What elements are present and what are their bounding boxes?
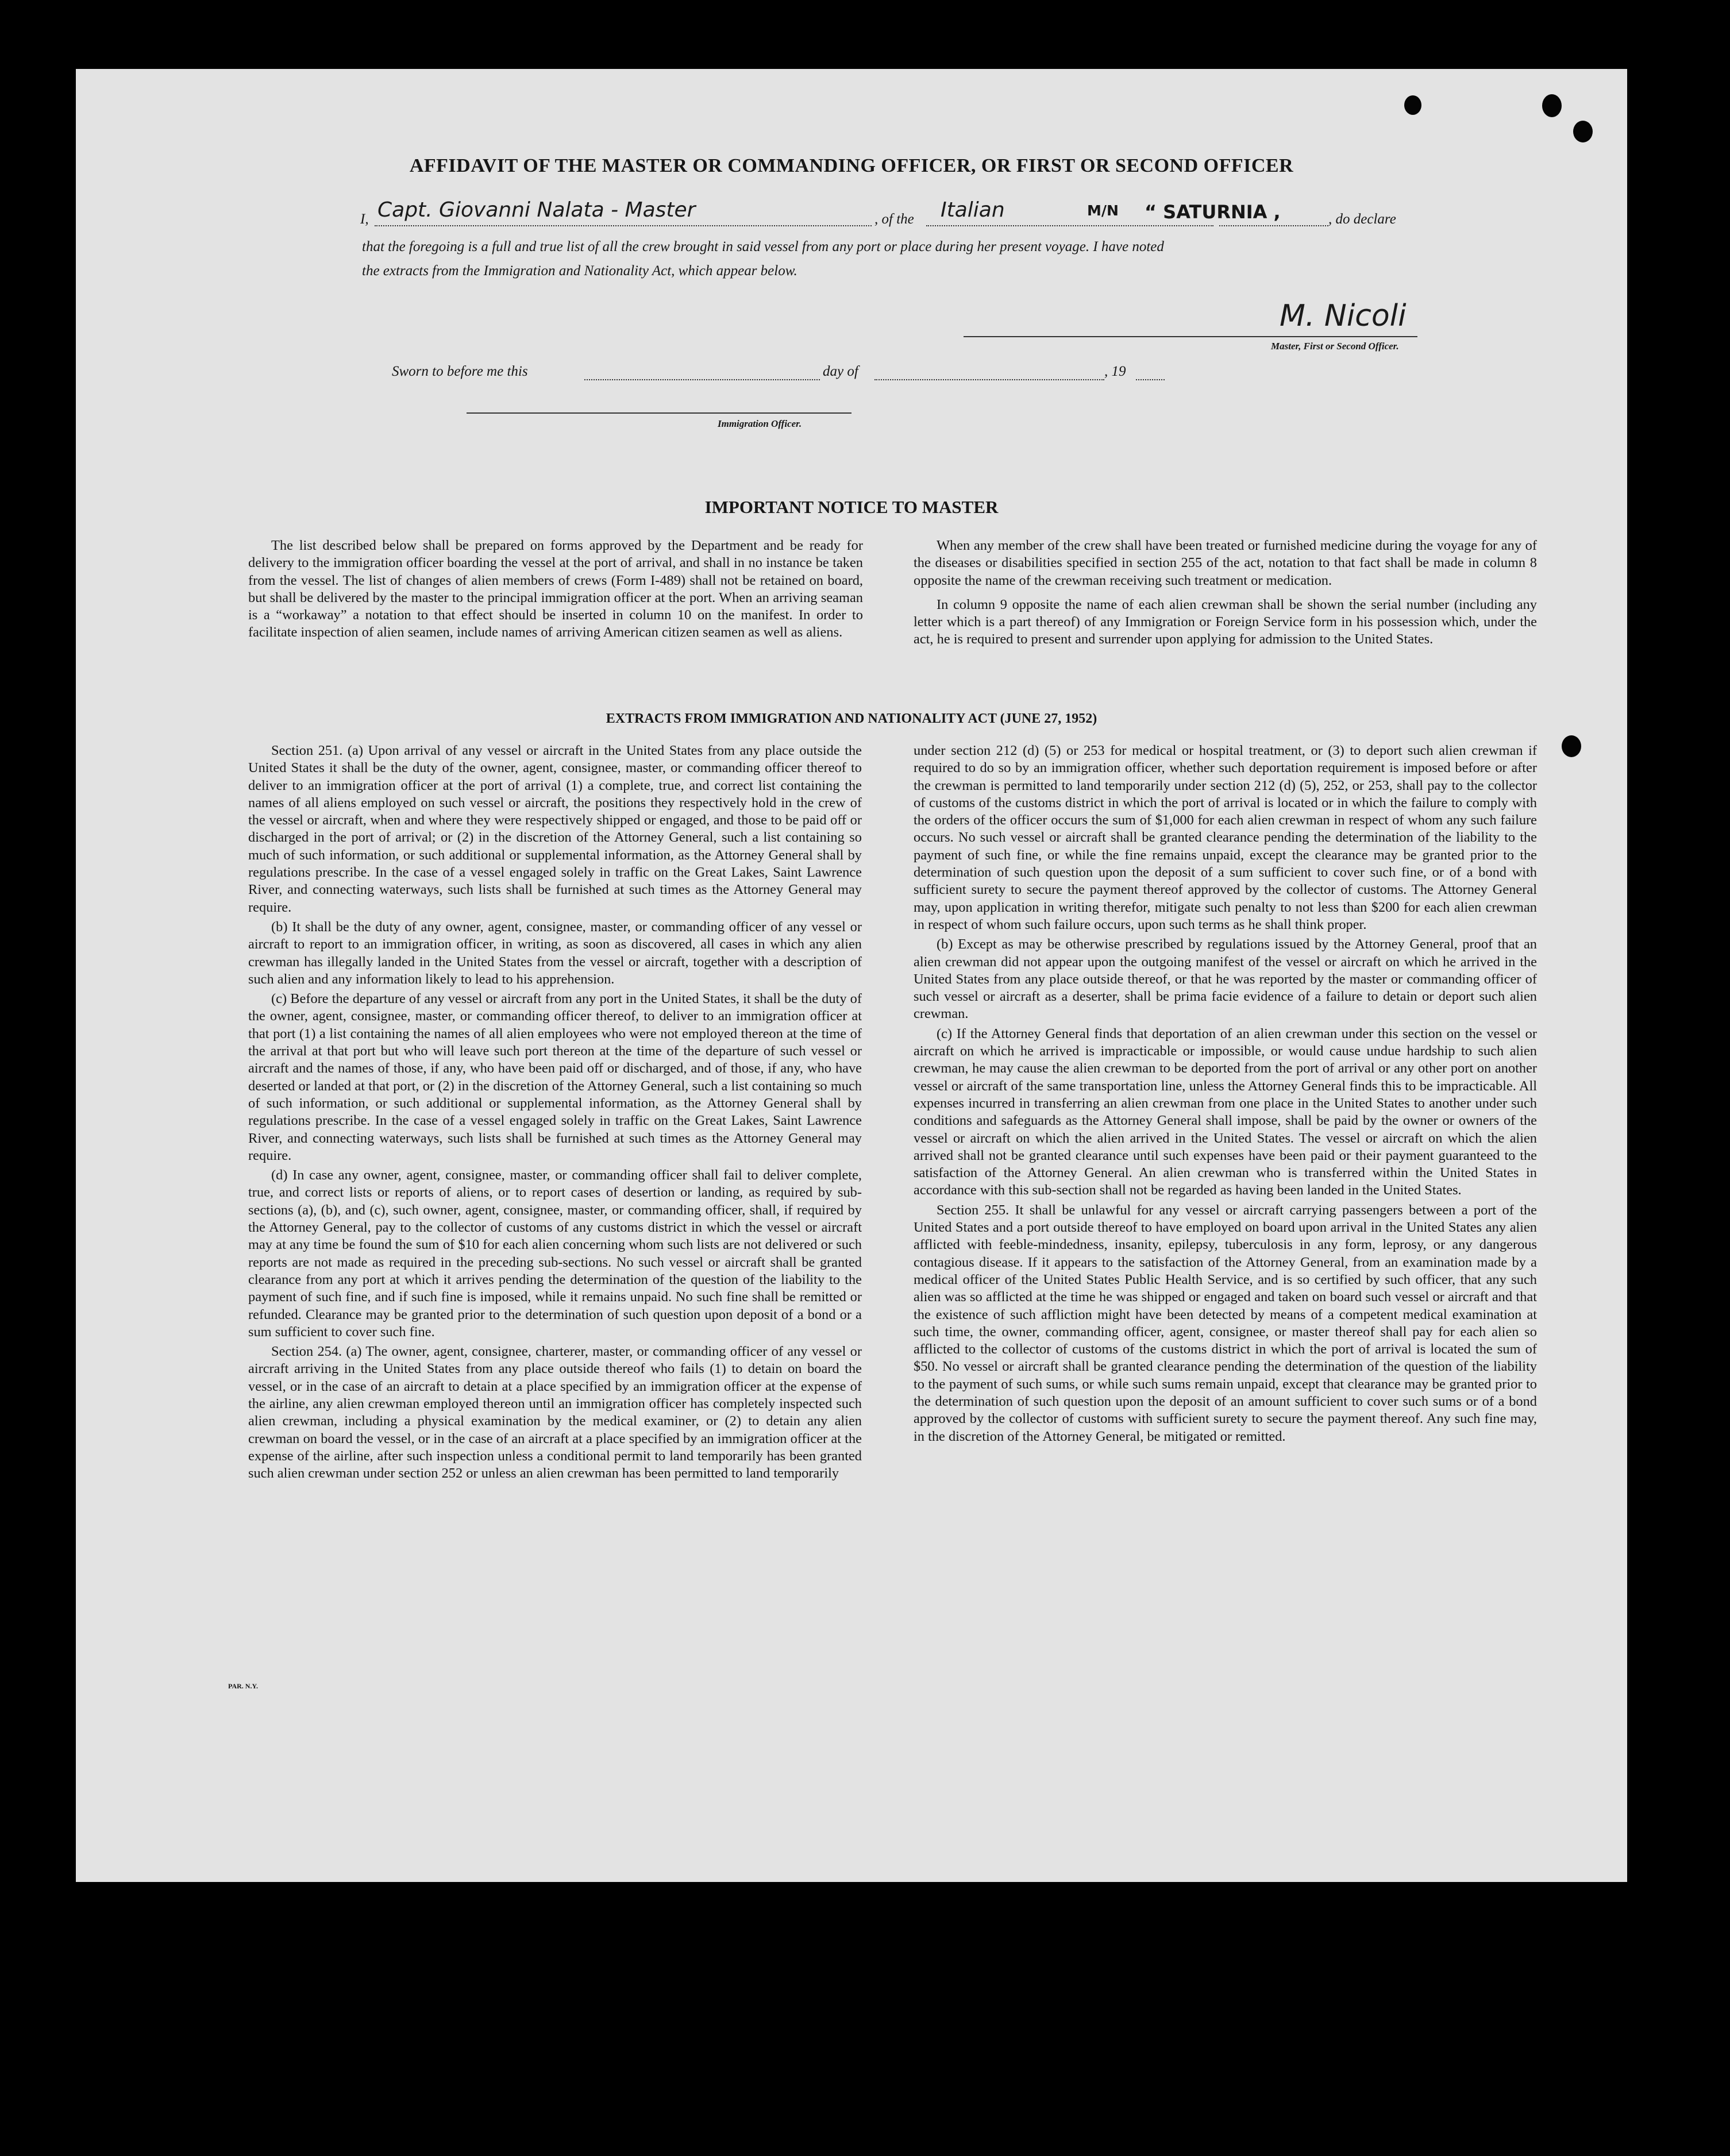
of-the-label: , of the — [874, 211, 914, 227]
extract-paragraph: (d) In case any owner, agent, consignee, master, or commanding officer shall fail to deliver complete, true, and correct lists or reports of aliens, or to report cases of desertion or landing, as required by sub-sections (a), (b), and (c), such owner, agent, consignee, master, or commanding officer, shall, if required by the Attorney General, pay to the collector of customs of any customs district in which the vessel or aircraft may at any time be found the sum of $10 for each alien concerning whom such lists are not delivered or such reports are not made as required in the preceding sub-sections. No such vessel or aircraft shall be granted clearance from any port at which it arrives pending the determination of the question of the liability to the payment of such fine, and if such fine is imposed, while it remains unpaid. No such fine shall be remitted or refunded. Clearance may be granted prior to the determination of such question upon deposit of a bond or a sum sufficient to cover such fine. — [248, 1167, 862, 1340]
nationality: Italian — [941, 198, 1005, 222]
vessel-name: “ SATURNIA , — [1145, 201, 1281, 223]
signature-line — [964, 336, 1417, 337]
day-of-label: day of — [823, 364, 858, 379]
officer-caption: Immigration Officer. — [718, 418, 802, 429]
declaration-line-1: that the foregoing is a full and true list of all the crew brought in said vessel from any port or place during her present voyage. I have noted — [362, 239, 1164, 254]
punch-hole — [1404, 95, 1421, 115]
vessel-name-line — [1219, 225, 1328, 226]
year-prefix: , 19 — [1104, 364, 1126, 379]
declare-prefix: I, — [360, 211, 369, 227]
print-mark: PAR. N.Y. — [228, 1682, 259, 1690]
sworn-date-line — [584, 379, 820, 380]
officer-signature-line — [467, 412, 851, 414]
nationality-line — [926, 225, 1213, 226]
extract-paragraph: Section 251. (a) Upon arrival of any vessel or aircraft in the United States from any place outside the United States it shall be the duty of the owner, agent, consignee, master, or commanding officer thereof to deliver to an immigration officer at the port of arrival (1) a complete, true, and correct list containing the names of all aliens employed on such vessel or aircraft, the positions they respectively hold in the crew of the vessel or aircraft, when and where they were respectively shipped or engaged, and those to be paid off or discharged in the port of arrival; or (2) in the discretion of the Attorney General, such a list containing so much of such information, or such additional or supplemental information, as the Attorney General shall by regulations prescribe. In the case of a vessel engaged solely in traffic on the Great Lakes, Saint Lawrence River, and connecting waterways, such lists shall be furnished at such times as the Attorney General may require. — [248, 743, 862, 915]
document-page — [76, 69, 1627, 1882]
year-line — [1136, 379, 1165, 380]
master-name-line — [375, 225, 872, 226]
notice-paragraph: When any member of the crew shall have been treated or furnished medicine during the voyage for any of the diseases or disabilities specified in section 255 of the act, notation to that fact shall be made in column 8 opposite the name of the crewman receiving such treatment or medication. — [914, 538, 1537, 588]
notice-right-column — [914, 537, 1537, 651]
notice-heading: IMPORTANT NOTICE TO MASTER — [704, 497, 999, 517]
master-signature: M. Nicoli — [1280, 299, 1407, 333]
extract-paragraph: (b) It shall be the duty of any owner, agent, consignee, master, or commanding officer of any vessel or aircraft to report to an immigration officer, in writing, as soon as discovered, all cases in which any alien crewman has illegally landed in the United States from the vessel or aircraft, together with a description of such alien and any information likely to lead to his apprehension. — [248, 919, 862, 987]
extract-paragraph: Section 254. (a) The owner, agent, consignee, charterer, master, or commanding officer of any vessel or aircraft arriving in the United States from any place outside thereof who fails (1) to detain on board the vessel, or in the case of an aircraft to detain at a place specified by an immigration officer at the expense of the airline, any alien crewman employed thereon until an immigration officer has completely inspected such alien crewman, including a physical examination by the medical examiner, or (2) to detain any alien crewman on board the vessel, or in the case of an aircraft at a place specified by an immigration officer at the expense of the airline, after such inspection unless a conditional permit to land temporarily has been granted such alien crewman under section 252 or unless an alien crewman has been permitted to land temporarily — [248, 1344, 862, 1482]
extract-paragraph: (c) If the Attorney General finds that deportation of an alien crewman under this section on the vessel or aircraft on which he arrived is impracticable or impossible, or would cause undue hardship to such alien crewman, he may cause the alien crewman to be deported from the port of arrival or any other port on another vessel or aircraft of the same transportation line, unless the Attorney General finds this to be impracticable. All expenses incurred in transferring an alien crewman from one place in the United States to another under such conditions and safeguards as the Attorney General shall impose, shall be paid by the owner or owners of the vessel or aircraft on which the alien arrived in the United States. The vessel or aircraft on which the alien arrived shall not be granted clearance until such expenses have been paid or their payment guaranteed to the satisfaction of the Attorney General. An alien crewman who is transferred within the United States in accordance with this sub-section shall not be regarded as having been landed in the United States. — [914, 1025, 1537, 1198]
extract-paragraph: under section 212 (d) (5) or 253 for medical or hospital treatment, or (3) to deport such alien crewman if required to do so by an immigration officer, whether such deportation requirement is imposed before or after the crewman is permitted to land temporarily under section 212 (d) (5), 252, or 253, shall pay to the collector of customs of the customs district in which the port of arrival is located or in which the failure to comply with the orders of the officer occurs the sum of $1,000 for each alien crewman in respect of whom any such failure occurs. No such vessel or aircraft shall be granted clearance pending the determination of the liability to the payment of such fine, or while the fine remains unpaid, except the clearance may be granted prior to the determination of such question upon the deposit of a sum sufficient to cover such fine, or of a bond with sufficient surety to secure the payment thereof approved by the collector of customs. The Attorney General may, upon application in writing therefor, mitigate such penalty to not less than $200 for each alien crewman in respect of whom such failure occurs, upon such terms as he shall think proper. — [914, 743, 1537, 932]
master-name: Capt. Giovanni Nalata - Master — [377, 198, 696, 222]
notice-left-column — [248, 537, 863, 644]
notice-paragraph: The list described below shall be prepared on forms approved by the Department and be ready for delivery to the immigration officer boarding the vessel at the port of arrival, and shall in no instance be taken from the vessel. The list of changes of alien members of crews (Form I-489) shall not be retained on board, but shall be delivered by the master to the principal immigration officer at the port. When an arriving seaman is a “workaway” a notation to that effect should be inserted in column 10 on the manifest. In order to facilitate inspection of alien seamen, include names of arriving American citizen seamen as well as aliens. — [248, 538, 863, 641]
extracts-heading: EXTRACTS FROM IMMIGRATION AND NATIONALITY ACT (JUNE 27, 1952) — [606, 711, 1097, 726]
sworn-prefix: Sworn to before me this — [392, 364, 528, 379]
extract-paragraph: Section 255. It shall be unlawful for any vessel or aircraft carrying passengers between a port of the United States and a port outside thereof to have employed on board upon arrival in the United States any alien afflicted with feeble-mindedness, insanity, epilepsy, tuberculosis in any form, leprosy, or any dangerous contagious disease. If it appears to the satisfaction of the Attorney General, from an examination made by a medical officer of the United States Public Health Service, and is so certified by such officer, that any such alien was so afflicted at the time he was shipped or engaged and taken on board such vessel or aircraft and that the existence of such affliction might have been detected by means of a competent medical examination at such time, the owner, commanding officer, agent, consignee, or master thereof shall pay for each alien so afflicted to the collector of customs of the customs district in which the port of arrival is located the sum of $50. No vessel or aircraft shall be granted clearance pending the determination of the question of the liability to the payment of such sums, or while such sums remain unpaid, except that clearance may be granted prior to the determination of such question upon the deposit of an amount sufficient to cover such sums or of a bond approved by the collector of customs with sufficient surety to secure the payment thereof. Any such fine may, in the discretion of the Attorney General, be mitigated or remitted. — [914, 1202, 1537, 1444]
declaration-line-2: the extracts from the Immigration and Nationality Act, which appear below. — [362, 263, 797, 279]
extracts-right-column — [914, 742, 1537, 1448]
vessel-type: M/N — [1087, 202, 1119, 219]
notice-paragraph: In column 9 opposite the name of each alien crewman shall be shown the serial number (including any letter which is a part thereof) of any Immigration or Foreign Service form in his possession which, under the act, he is required to present and surrender upon applying for admission to the United States. — [914, 596, 1537, 647]
month-line — [874, 379, 1104, 380]
extracts-left-column — [248, 742, 862, 1484]
affidavit-title: AFFIDAVIT OF THE MASTER OR COMMANDING OFFICER, OR FIRST OR SECOND OFFICER — [409, 155, 1294, 176]
punch-hole — [1542, 94, 1562, 117]
extract-paragraph: (b) Except as may be otherwise prescribed by regulations issued by the Attorney General, proof that an alien crewman did not appear upon the outgoing manifest of the vessel or aircraft on which he arrived in the United States from any place outside thereof, or that he was reported by the master or commanding officer of such vessel or aircraft as a deserter, shall be prima facie evidence of a failure to detain or deport such alien crewman. — [914, 936, 1537, 1022]
punch-hole — [1562, 735, 1581, 757]
punch-hole — [1573, 121, 1593, 142]
signature-caption: Master, First or Second Officer. — [1271, 341, 1399, 352]
extract-paragraph: (c) Before the departure of any vessel or aircraft from any port in the United States, it shall be the duty of the owner, agent, consignee, master, or commanding officer thereof, to deliver to an immigration officer at that port (1) a list containing the names of all alien employees who were not employed thereon at the time of the arrival at that port but who will leave such port thereon at the time of the departure of such vessel or aircraft and the names of those, if any, who have been paid off or discharged, and of those, if any, who have deserted or landed at that port, or (2) in the discretion of the Attorney General, such a list containing so much of such information, or such additional or supplemental information, as the Attorney General shall by regulations prescribe. In the case of a vessel engaged solely in traffic on the Great Lakes, Saint Lawrence River, and connecting waterways, such lists shall be furnished at such times as the Attorney General may require. — [248, 991, 862, 1163]
do-declare: , do declare — [1328, 211, 1396, 227]
